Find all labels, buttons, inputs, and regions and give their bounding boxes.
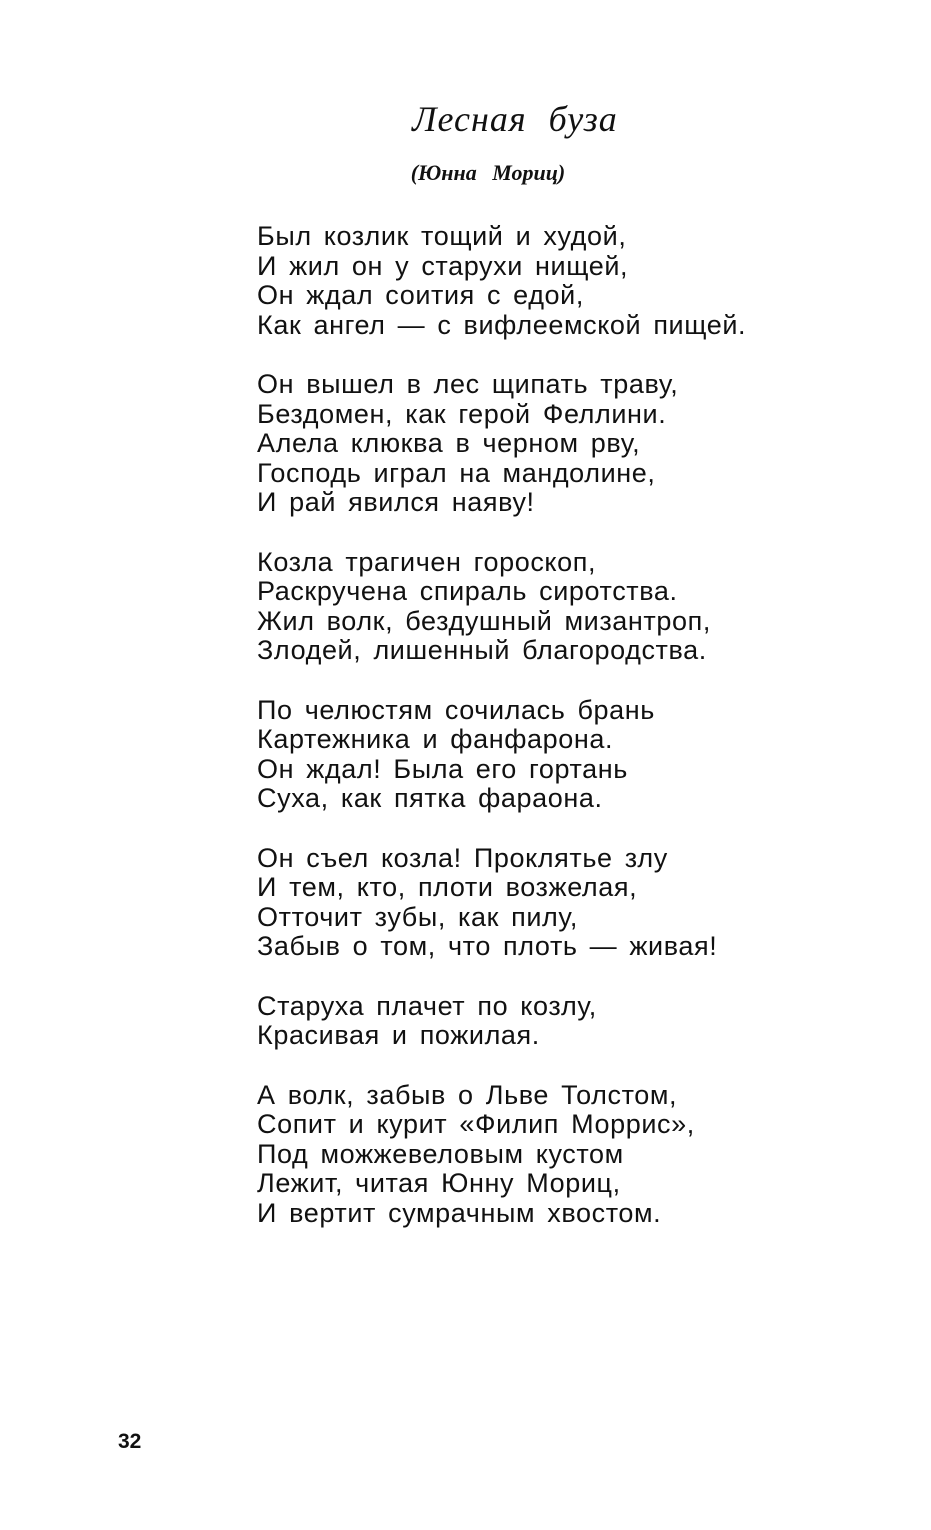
stanza: [257, 222, 917, 340]
poem-subtitle: (Юнна Мориц): [410, 160, 566, 185]
poem-line: Под можжевеловым кустом: [257, 1138, 624, 1169]
poem-line: Раскручена спираль сиротства.: [257, 576, 678, 606]
poem-line: Отточит зубы, как пилу,: [257, 901, 578, 932]
stanza: [257, 844, 917, 962]
poem-line: И вертит сумрачным хвостом.: [257, 1197, 662, 1228]
poem-line: Он ждал соития с едой,: [257, 280, 584, 310]
poem-line: Козла трагичен гороскоп,: [257, 546, 597, 577]
poem-line: И тем, кто, плоти возжелая,: [257, 872, 638, 902]
poem-line: Забыв о том, что плоть — живая!: [257, 931, 718, 961]
poem-body: [257, 222, 917, 1258]
poem-line: Алела клюква в черном рву,: [257, 428, 641, 458]
poem-line: И рай явился наяву!: [257, 487, 535, 517]
poem-line: Старуха плачет по козлу,: [257, 990, 597, 1021]
poem-line: Бездомен, как герой Феллини.: [257, 398, 667, 429]
stanza: [257, 696, 917, 814]
page-number: 32: [118, 1430, 142, 1453]
poem-title: Лесная буза: [412, 99, 618, 139]
poem-line: Как ангел — с вифлеемской пищей.: [257, 309, 747, 340]
poem-line: А волк, забыв о Льве Толстом,: [257, 1079, 678, 1110]
stanza: [257, 370, 917, 518]
poem-line: Лежит, читая Юнну Мориц,: [257, 1168, 621, 1198]
poem-line: Красивая и пожилая.: [257, 1020, 540, 1050]
poem-line: Он съел козла! Проклятье злу: [257, 842, 668, 873]
poem-line: Был козлик тощий и худой,: [257, 221, 627, 251]
poem-line: Сопит и курит «Филип Моррис»,: [257, 1109, 695, 1139]
stanza: [257, 548, 917, 666]
poem-line: По челюстям сочилась брань: [257, 694, 655, 725]
poem-line: Злодей, лишенный благородства.: [257, 635, 707, 665]
poem-line: Суха, как пятка фараона.: [257, 783, 603, 813]
poem-line: Господь играл на мандолине,: [257, 457, 656, 488]
poem-line: Он вышел в лес щипать траву,: [257, 369, 679, 399]
poem-line: Он ждал! Была его гортань: [257, 753, 628, 784]
stanza: [257, 992, 917, 1051]
stanza: [257, 1081, 917, 1229]
poem-line: Жил волк, бездушный мизантроп,: [257, 605, 711, 636]
poem-line: И жил он у старухи нищей,: [257, 250, 629, 281]
poem-line: Картежника и фанфарона.: [257, 724, 614, 754]
